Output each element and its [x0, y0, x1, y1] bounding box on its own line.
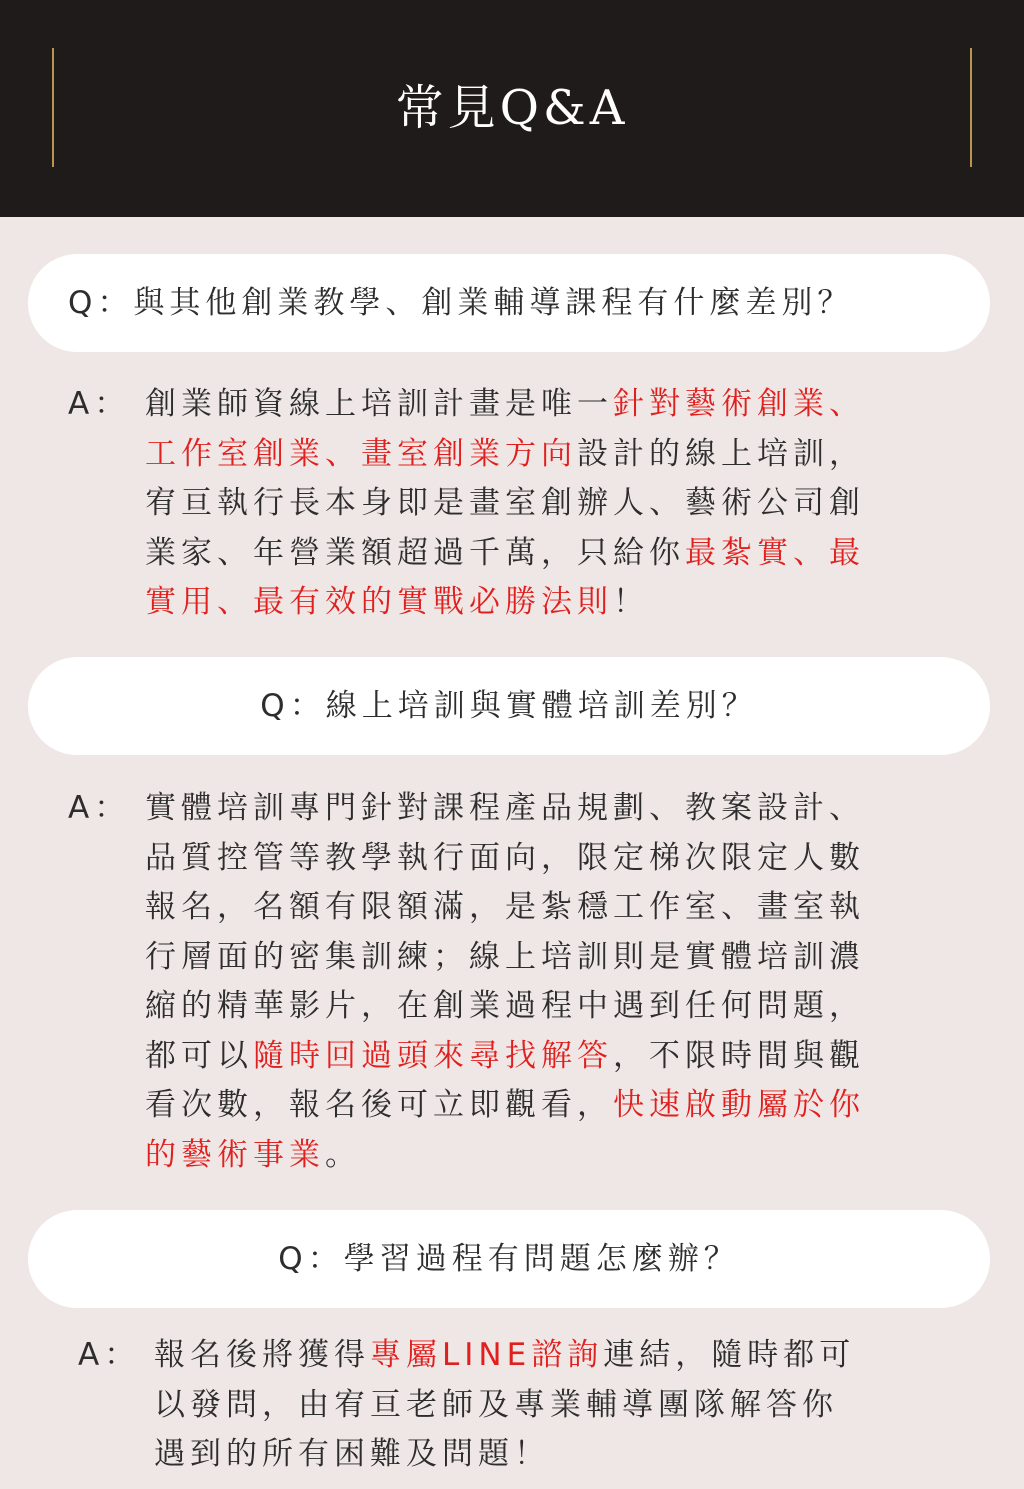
answer-line: [145, 784, 865, 834]
answer-text: ，不限時間與觀: [613, 1037, 865, 1074]
faq-question-1[interactable]: Q：與其他創業教學、創業輔導課程有什麼差別？: [28, 254, 990, 352]
answer-text: 縮的精華影片，在創業過程中遇到任何問題，: [145, 988, 865, 1024]
faq-question-3[interactable]: Q：學習過程有問題怎麼辦？: [28, 1210, 990, 1308]
highlight-text: 針對藝術創業、: [613, 386, 865, 422]
answer-line: [145, 1081, 865, 1131]
answer-line: [145, 834, 865, 884]
answer-label: A：: [68, 790, 131, 826]
highlight-text: 工作室創業、畫室創業方向: [145, 435, 577, 472]
highlight-text: 實用、最有效的實戰必勝法則: [145, 584, 613, 620]
answer-line: [145, 578, 649, 628]
header-banner: [0, 0, 1024, 217]
answer-text: 業家、年營業額超過千萬，只給你: [145, 534, 685, 571]
answer-text: 遇到的所有困難及問題！: [154, 1436, 550, 1472]
answer-text: 行層面的密集訓練；線上培訓則是實體培訓濃: [145, 938, 865, 975]
answer-text: 實體培訓專門針對課程產品規劃、教案設計、: [145, 790, 865, 826]
gold-divider-right: [970, 48, 972, 167]
answer-text: 宥亘執行長本身即是畫室創辦人、藝術公司創: [145, 485, 865, 521]
answer-text: 創業師資線上培訓計畫是唯一: [145, 386, 613, 422]
highlight-text: 的藝術事業: [145, 1136, 325, 1173]
answer-line: [145, 1032, 865, 1082]
answer-label: A：: [68, 386, 131, 422]
answer-line: [154, 1331, 855, 1381]
answer-text: 連結，隨時都可: [603, 1337, 856, 1373]
answer-line: [145, 1131, 361, 1181]
answer-text: 報名，名額有限額滿，是紮穩工作室、畫室執: [145, 889, 865, 925]
answer-line: [145, 529, 865, 579]
answer-text: 都可以: [145, 1037, 253, 1074]
answer-text: 報名後將獲得: [154, 1337, 370, 1373]
faq-question-2[interactable]: Q：線上培訓與實體培訓差別？: [28, 657, 990, 755]
answer-line: [145, 479, 865, 529]
answer-text: 以發問，由宥亘老師及專業輔導團隊解答你: [154, 1386, 838, 1423]
answer-text: 品質控管等教學執行面向，限定梯次限定人數: [145, 839, 865, 876]
answer-line: [145, 933, 865, 983]
page-title: 常見Q&A: [395, 80, 629, 136]
answer-line: [145, 380, 865, 430]
answer-text: 。: [325, 1136, 361, 1173]
answer-line: [145, 430, 865, 480]
highlight-text: 隨時回過頭來尋找解答: [253, 1037, 613, 1074]
answer-label: A：: [78, 1337, 141, 1373]
answer-text: 設計的線上培訓，: [577, 435, 865, 472]
highlight-text: 專屬LINE諮詢: [370, 1337, 604, 1373]
answer-line: [154, 1381, 838, 1431]
answer-line: [145, 883, 865, 933]
highlight-text: 最紮實、最: [685, 534, 865, 571]
highlight-text: 快速啟動屬於你: [613, 1087, 865, 1123]
answer-line: [145, 982, 865, 1032]
answer-text: ！: [613, 584, 649, 620]
answer-line: [154, 1430, 550, 1480]
answer-text: 看次數，報名後可立即觀看，: [145, 1087, 613, 1123]
